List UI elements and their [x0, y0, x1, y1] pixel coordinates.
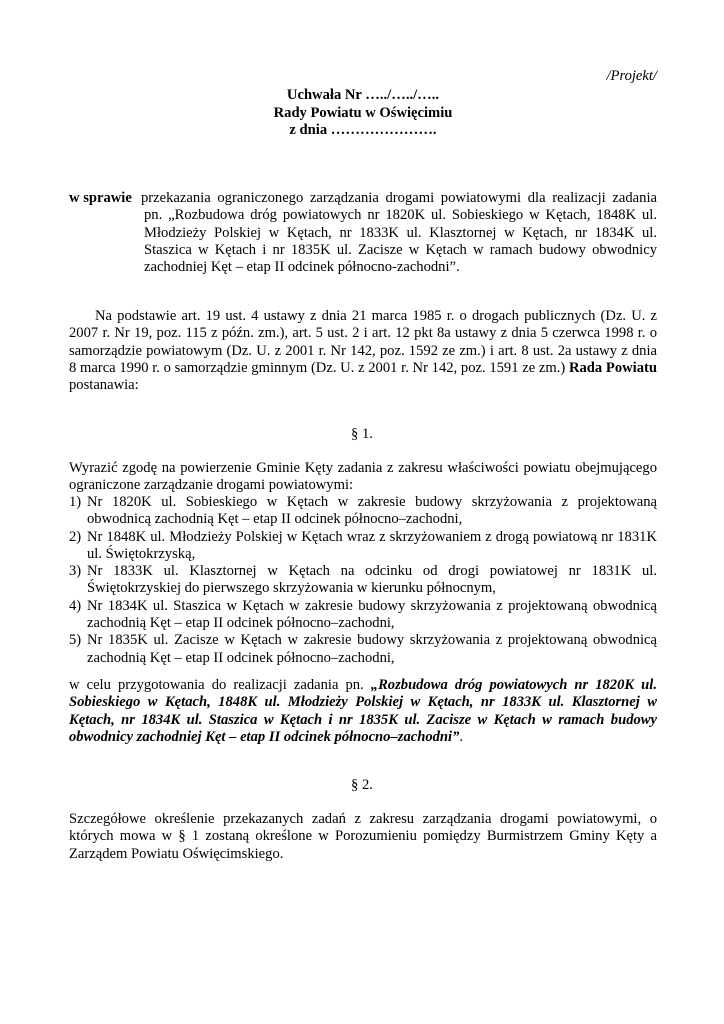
- subject-block: [69, 190, 657, 276]
- list-item: [69, 494, 657, 529]
- list-item-number: 3): [69, 563, 82, 580]
- list-item-text: Nr 1835K ul. Zacisze w Kętach w zakresie budowy skrzyżowania z projektowaną obwodnicą zachodnią Kęt – etap II odcinek północno–zachodni,: [87, 632, 657, 666]
- list-item: [69, 563, 657, 598]
- section-1-heading: § 1.: [351, 426, 373, 442]
- list-item-text: Nr 1848K ul. Młodzieży Polskiej w Kętach wraz z skrzyżowaniem z drogą powiatową nr 1831K ul. Świętokrzyską,: [87, 528, 657, 562]
- subject-lead: w sprawie: [69, 190, 132, 206]
- legal-basis-tail: postanawia:: [69, 377, 139, 394]
- section-1-intro: Wyrazić zgodę na powierzenie Gminie Kęty zadania z zakresu właściwości powiatu obejmującego ograniczone zarządzanie drogami powiatowymi:: [69, 460, 657, 494]
- list-item: [69, 529, 657, 564]
- resolution-title: [0, 87, 724, 140]
- subject-text: przekazania ograniczonego zarządzania drogami powiatowymi dla realizacji zadania pn. „Rozbudowa dróg powiatowych nr 1820K ul. Sobieskiego w Kętach, 1848K ul. Młodzieży Polskiej w Kętach, nr 1833K ul. Klasztornej w Kętach, nr 1834K ul. Staszica w Kętach i nr 1835K ul. Zacisze w Kętach w ramach budowy obwodnicy zachodniej Kęt – etap II odcinek północno-zachodni”.: [141, 190, 657, 276]
- legal-basis: [69, 308, 657, 394]
- task-name: „Rozbudowa dróg powiatowych nr 1820K ul. Sobieskiego w Kętach, 1848K ul. Młodzieży Polskiej w Kętach, nr 1833K ul. Klasztornej w Kętach, nr 1834K ul. Staszica w Kętach i nr 1835K ul. Zacisze w Kętach w ramach budowy obwodnicy zachodniej Kęt – etap II odcinek północno–zachodni”: [69, 677, 657, 745]
- road-list: [69, 494, 657, 667]
- section-2-heading: § 2.: [351, 777, 373, 793]
- purpose-end: .: [459, 728, 464, 745]
- list-item-number: 1): [69, 494, 82, 510]
- draft-label: /Projekt/: [606, 68, 657, 84]
- list-item-text: Nr 1834K ul. Staszica w Kętach w zakresie budowy skrzyżowania z projektowaną obwodnicą zachodnią Kęt – etap II odcinek północno–zachodni,: [87, 597, 657, 632]
- list-item: [69, 598, 657, 633]
- title-number: Uchwała Nr …../…../…..: [286, 87, 440, 103]
- list-item: [69, 632, 657, 667]
- section-2-text: Szczegółowe określenie przekazanych zadań z zakresu zarządzania drogami powiatowymi, o których mowa w § 1 zostaną określone w Porozumieniu pomiędzy Burmistrzem Gminy Kęty a Zarządem Powiatu Oświęcimskiego.: [69, 811, 657, 862]
- purpose-paragraph: [69, 677, 657, 746]
- legal-basis-text: Na podstawie art. 19 ust. 4 ustawy z dnia 21 marca 1985 r. o drogach publicznych (Dz. U. z 2007 r. Nr 19, poz. 115 z późn. zm.), art. 5 ust. 2 i art. 12 pkt 8a ustawy z dnia 5 czerwca 1998 r. o samorządzie powiatowym (Dz. U. z 2001 r. Nr 142, poz. 1592 ze zm.) i art. 8 ust. 2a ustawy z dnia 8 marca 1990 r. o samorządzie gminnym (Dz. U. z 2001 r. Nr 142, poz. 1591 ze zm.): [69, 308, 657, 376]
- legal-basis-council: Rada Powiatu: [568, 359, 657, 376]
- list-item-text: Nr 1833K ul. Klasztornej w Kętach na odcinku od drogi powiatowej nr 1831K ul. Świętokrzyskiej do pierwszego skrzyżowania w kierunku północnym,: [87, 563, 657, 597]
- list-item-number: 4): [69, 597, 82, 614]
- purpose-lead: w celu przygotowania do realizacji zadania pn.: [69, 677, 364, 693]
- title-date: z dnia ………………….: [289, 122, 437, 138]
- list-item-number: 2): [69, 528, 82, 545]
- title-council: Rady Powiatu w Oświęcimiu: [273, 104, 453, 121]
- list-item-text: Nr 1820K ul. Sobieskiego w Kętach w zakresie budowy skrzyżowania z projektowaną obwodnicą zachodnią Kęt – etap II odcinek północno–zachodni,: [87, 494, 657, 528]
- list-item-number: 5): [69, 632, 82, 649]
